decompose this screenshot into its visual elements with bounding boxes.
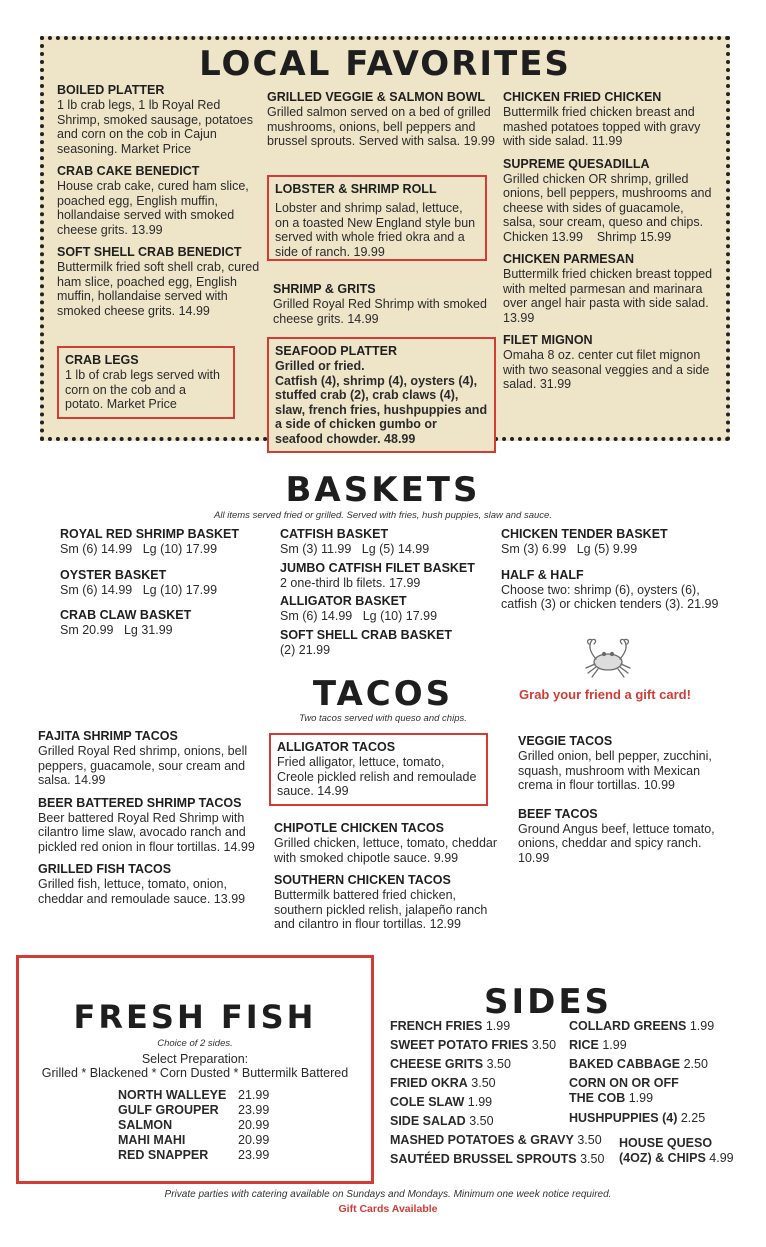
tacos-col-1 [38, 729, 258, 914]
list-item [390, 1112, 570, 1131]
menu-item [501, 568, 731, 612]
menu-item [280, 561, 495, 591]
side-price: 1.99 [689, 1019, 715, 1033]
list-item [569, 1076, 749, 1106]
item-name: SOFT SHELL CRAB BASKET [280, 627, 452, 642]
menu-item [503, 90, 718, 149]
item-name: LOBSTER & SHRIMP ROLL [275, 182, 437, 196]
item-name: FAJITA SHRIMP TACOS [38, 729, 178, 743]
side-price: 3.50 [486, 1057, 511, 1071]
fish-price: 23.99 [238, 1103, 270, 1117]
baskets-note: All items served fried or grilled. Served with fries, hush puppies, slaw and sauce. [214, 510, 552, 521]
item-name: SEAFOOD PLATTER [275, 344, 397, 358]
item-desc: Buttermilk battered fried chicken, southern pickled relish, jalapeño ranch and cilantro in flour tortillas. 12.99 [274, 888, 488, 931]
menu-item [503, 157, 718, 245]
price-large: Lg (10) 17.99 [142, 582, 218, 597]
price-small: Sm (3) 11.99 [280, 542, 352, 556]
side-name: HUSHPUPPIES (4) [569, 1111, 678, 1125]
item-desc: Grilled Royal Red Shrimp with smoked cheese grits. 14.99 [273, 297, 487, 326]
price-large: Lg 31.99 [123, 623, 173, 637]
item-name: CHIPOTLE CHICKEN TACOS [274, 821, 444, 835]
fish-name: NORTH WALLEYE [118, 1088, 227, 1102]
side-name: RICE [569, 1038, 599, 1052]
item-desc: Grilled chicken OR shrimp, grilled onions, bell peppers, mushrooms and cheese with sides of guacamole, salsa, sour cream, queso and chips. [503, 171, 712, 229]
shrimp-grits-item [273, 282, 488, 326]
side-price: 3.50 [531, 1038, 557, 1052]
item-prices [503, 230, 718, 245]
menu-item [38, 862, 258, 906]
menu-item [501, 527, 731, 557]
item-desc: Grilled fish, lettuce, tomato, onion, cheddar and remoulade sauce. 13.99 [38, 877, 246, 906]
list-item [390, 1093, 570, 1112]
side-name: CHEESE GRITS [390, 1057, 484, 1071]
favorites-col-2 [267, 90, 497, 157]
side-name-cont: THE COB [569, 1091, 626, 1105]
price-shrimp: Shrimp 15.99 [596, 229, 672, 244]
lobster-roll-box [267, 175, 487, 261]
baskets-col-1 [60, 527, 275, 646]
menu-item [57, 245, 262, 318]
fish-price: 20.99 [238, 1133, 270, 1147]
menu-item [60, 608, 275, 638]
fish-price: 20.99 [238, 1118, 270, 1132]
item-desc: Omaha 8 oz. center cut filet mignon with two seasonal veggies and a side salad. 31.99 [503, 348, 710, 391]
item-desc: Grilled Royal Red shrimp, onions, bell peppers, guacamole, sour cream and salsa. 14.99 [38, 744, 248, 787]
fish-name: RED SNAPPER [118, 1148, 209, 1162]
favorites-col-1 [57, 83, 262, 326]
item-name: JUMBO CATFISH FILET BASKET [280, 560, 475, 575]
list-item [390, 1055, 570, 1074]
item-name: SUPREME QUESADILLA [503, 156, 650, 171]
fish-name: GULF GROUPER [118, 1103, 219, 1117]
menu-item [503, 333, 718, 392]
side-name: MASHED POTATOES & GRAVY [390, 1133, 574, 1147]
tacos-col-3 [518, 734, 733, 873]
item-desc: Grilled salmon served on a bed of grilled mushrooms, onions, bell peppers and brussel sprouts. Served with salsa. 19.99 [267, 105, 495, 148]
crab-icon [578, 632, 638, 680]
item-desc: Lobster and shrimp salad, lettuce, on a toasted New England style bun served with whole fried okra and a side of ranch. 19.99 [275, 201, 476, 259]
side-price: 3.50 [580, 1152, 605, 1166]
price-small: Sm (3) 6.99 [501, 542, 567, 556]
item-desc: Choose two: shrimp (6), oysters (6), catfish (3) or chicken tenders (3). 21.99 [501, 582, 719, 611]
sides-title: SIDES [483, 982, 613, 1022]
side-name: SAUTÉED BRUSSEL SPROUTS [390, 1152, 577, 1166]
list-item [118, 1103, 318, 1118]
footer-gift: Gift Cards Available [338, 1203, 438, 1215]
menu-item [60, 527, 275, 557]
alligator-tacos-box [269, 733, 488, 806]
baskets-col-3 [501, 527, 731, 620]
list-item [390, 1017, 570, 1036]
list-item [118, 1118, 318, 1133]
side-name: FRIED OKRA [390, 1076, 468, 1090]
menu-item [518, 734, 733, 793]
item-name: ROYAL RED SHRIMP BASKET [60, 527, 239, 541]
menu-item [518, 807, 733, 866]
item-desc: Ground Angus beef, lettuce tomato, onions, cheddar and spicy ranch. 10.99 [518, 821, 715, 865]
item-name: CHICKEN PARMESAN [503, 252, 635, 266]
menu-item [274, 873, 499, 932]
fish-name: SALMON [118, 1118, 173, 1132]
fish-name: MAHI MAHI [118, 1133, 186, 1147]
side-name: COLLARD GREENS [569, 1019, 687, 1033]
list-item [569, 1017, 749, 1036]
side-name: SWEET POTATO FRIES [390, 1038, 529, 1052]
menu-item [267, 90, 497, 149]
item-name: CRAB CAKE BENEDICT [57, 164, 200, 178]
price-chicken: Chicken 13.99 [503, 229, 583, 244]
fresh-fish-title: FRESH FISH [73, 998, 317, 1036]
price-small: Sm 20.99 [60, 623, 114, 637]
footer-note: Private parties with catering available on Sundays and Mondays. Minimum one week notice required. [164, 1189, 612, 1200]
menu-item [38, 729, 258, 788]
item-desc: Fried alligator, lettuce, tomato, Creole pickled relish and remoulade sauce. 14.99 [277, 755, 477, 798]
list-item [118, 1148, 318, 1163]
item-name: FILET MIGNON [503, 333, 593, 347]
item-name: CRAB CLAW BASKET [60, 608, 192, 622]
item-desc: 1 lb crab legs, 1 lb Royal Red Shrimp, smoked sausage, potatoes and corn on the cob in Cajun seasoning. Market Price [57, 98, 253, 156]
house-queso-item [619, 1136, 734, 1166]
menu-item [38, 796, 258, 855]
list-item [569, 1109, 749, 1128]
side-price: 3.50 [471, 1076, 496, 1090]
side-price: 4.99 [709, 1151, 734, 1165]
side-price: 2.50 [683, 1057, 708, 1071]
side-name: BAKED CABBAGE [569, 1057, 681, 1071]
side-name-cont: (4OZ) & CHIPS [619, 1151, 706, 1165]
list-item [118, 1133, 318, 1148]
seafood-platter-box [267, 337, 496, 453]
item-name: VEGGIE TACOS [518, 734, 613, 748]
price-small: Sm (6) 14.99 [280, 609, 353, 623]
item-name: OYSTER BASKET [60, 567, 167, 582]
preparation-label: Select Preparation: [141, 1052, 249, 1066]
list-item [390, 1150, 605, 1169]
item-name: BOILED PLATTER [57, 83, 165, 97]
item-desc: Grilled chicken, lettuce, tomato, cheddar with smoked chipotle sauce. 9.99 [274, 836, 498, 865]
item-name: CATFISH BASKET [280, 527, 389, 541]
item-desc: House crab cake, cured ham slice, poached egg, English muffin, hollandaise served with smoked cheese grits. 13.99 [57, 179, 249, 237]
item-desc: 2 one-third lb filets. 17.99 [280, 575, 421, 590]
local-favorites-title: LOCAL FAVORITES [199, 44, 571, 84]
side-price: 2.25 [680, 1111, 706, 1125]
side-price: 1.99 [485, 1019, 511, 1033]
menu-item [57, 83, 262, 156]
menu-item [280, 628, 495, 658]
price-small: Sm (6) 14.99 [60, 582, 133, 597]
sides-col-2 [569, 1017, 749, 1128]
item-name: CHICKEN FRIED CHICKEN [503, 90, 662, 104]
item-desc: Grilled onion, bell pepper, zucchini, squash, mushroom with Mexican crema in flour tortillas. 10.99 [518, 749, 712, 792]
side-name: CORN ON OR OFF [569, 1076, 679, 1090]
list-item [569, 1055, 749, 1074]
tacos-note: Two tacos served with queso and chips. [299, 713, 467, 724]
item-desc: Catfish (4), shrimp (4), oysters (4), stuffed crab (2), crab claws (4), slaw, french fries, hushpuppies and a side of chicken gumbo or seafood chowder. 48.99 [275, 373, 488, 446]
price-large: Lg (10) 17.99 [362, 609, 438, 623]
item-name: SOUTHERN CHICKEN TACOS [274, 873, 451, 887]
item-desc: Beer battered Royal Red Shrimp with cilantro lime slaw, avocado ranch and pickled red onion in flour tortillas. 14.99 [38, 810, 255, 854]
tacos-col-2 [274, 821, 499, 940]
side-name: SIDE SALAD [390, 1114, 466, 1128]
fresh-fish-list [118, 1088, 318, 1163]
item-name: HALF & HALF [501, 567, 584, 582]
menu-item [280, 527, 495, 557]
gift-card-promo: Grab your friend a gift card! [519, 687, 691, 702]
list-item [390, 1074, 570, 1093]
item-name: SOFT SHELL CRAB BENEDICT [57, 245, 242, 259]
fish-price: 21.99 [238, 1088, 270, 1102]
baskets-title: BASKETS [285, 470, 481, 510]
item-name: SHRIMP & GRITS [273, 282, 376, 296]
menu-item [274, 821, 499, 865]
list-item [118, 1088, 318, 1103]
item-name: BEEF TACOS [518, 806, 598, 821]
item-name: ALLIGATOR TACOS [277, 740, 396, 754]
side-price: 1.99 [467, 1095, 493, 1109]
list-item [390, 1036, 570, 1055]
item-desc: Buttermilk fried soft shell crab, cured ham slice, poached egg, English muffin, hollandaise served with smoked cheese grits. 14.99 [57, 260, 260, 318]
fish-price: 23.99 [238, 1148, 270, 1162]
menu-item [503, 252, 718, 325]
menu-item [60, 568, 275, 598]
baskets-col-2 [280, 527, 495, 665]
item-name: GRILLED FISH TACOS [38, 862, 172, 876]
list-item [569, 1036, 749, 1055]
menu-item [280, 594, 495, 624]
side-name: HOUSE QUESO [619, 1136, 713, 1150]
tacos-title: TACOS [312, 674, 454, 714]
item-name: GRILLED VEGGIE & SALMON BOWL [267, 90, 486, 104]
side-name: COLE SLAW [390, 1095, 465, 1109]
side-price: 1.99 [602, 1038, 627, 1052]
price-large: Lg (10) 17.99 [142, 542, 218, 556]
fresh-fish-note: Choice of 2 sides. [157, 1038, 233, 1049]
item-desc: Buttermilk fried chicken breast topped with melted parmesan and marinara over angel hair pasta with side salad. 13.99 [503, 267, 713, 325]
item-name: BEER BATTERED SHRIMP TACOS [38, 795, 242, 810]
item-desc: (2) 21.99 [280, 642, 331, 657]
side-name: FRENCH FRIES [390, 1019, 483, 1033]
price-small: Sm (6) 14.99 [60, 542, 133, 556]
crab-legs-box [57, 346, 235, 419]
side-price: 1.99 [628, 1091, 654, 1105]
item-desc: Grilled or fried. [275, 359, 365, 373]
item-name: CRAB LEGS [65, 353, 139, 367]
side-price: 3.50 [577, 1133, 602, 1147]
preparation-options: Grilled * Blackened * Corn Dusted * Buttermilk Battered [41, 1066, 349, 1080]
item-desc: Buttermilk fried chicken breast and mashed potatoes topped with gravy with side salad. 11.99 [503, 105, 701, 148]
price-large: Lg (5) 14.99 [361, 542, 430, 556]
price-large: Lg (5) 9.99 [576, 542, 638, 556]
favorites-col-3 [503, 90, 718, 400]
item-name: ALLIGATOR BASKET [280, 594, 407, 608]
list-item [390, 1131, 602, 1150]
side-price: 3.50 [469, 1114, 494, 1128]
menu-item [57, 164, 262, 237]
item-name: CHICKEN TENDER BASKET [501, 527, 668, 541]
item-desc: 1 lb of crab legs served with corn on the cob and a potato. Market Price [65, 368, 220, 411]
